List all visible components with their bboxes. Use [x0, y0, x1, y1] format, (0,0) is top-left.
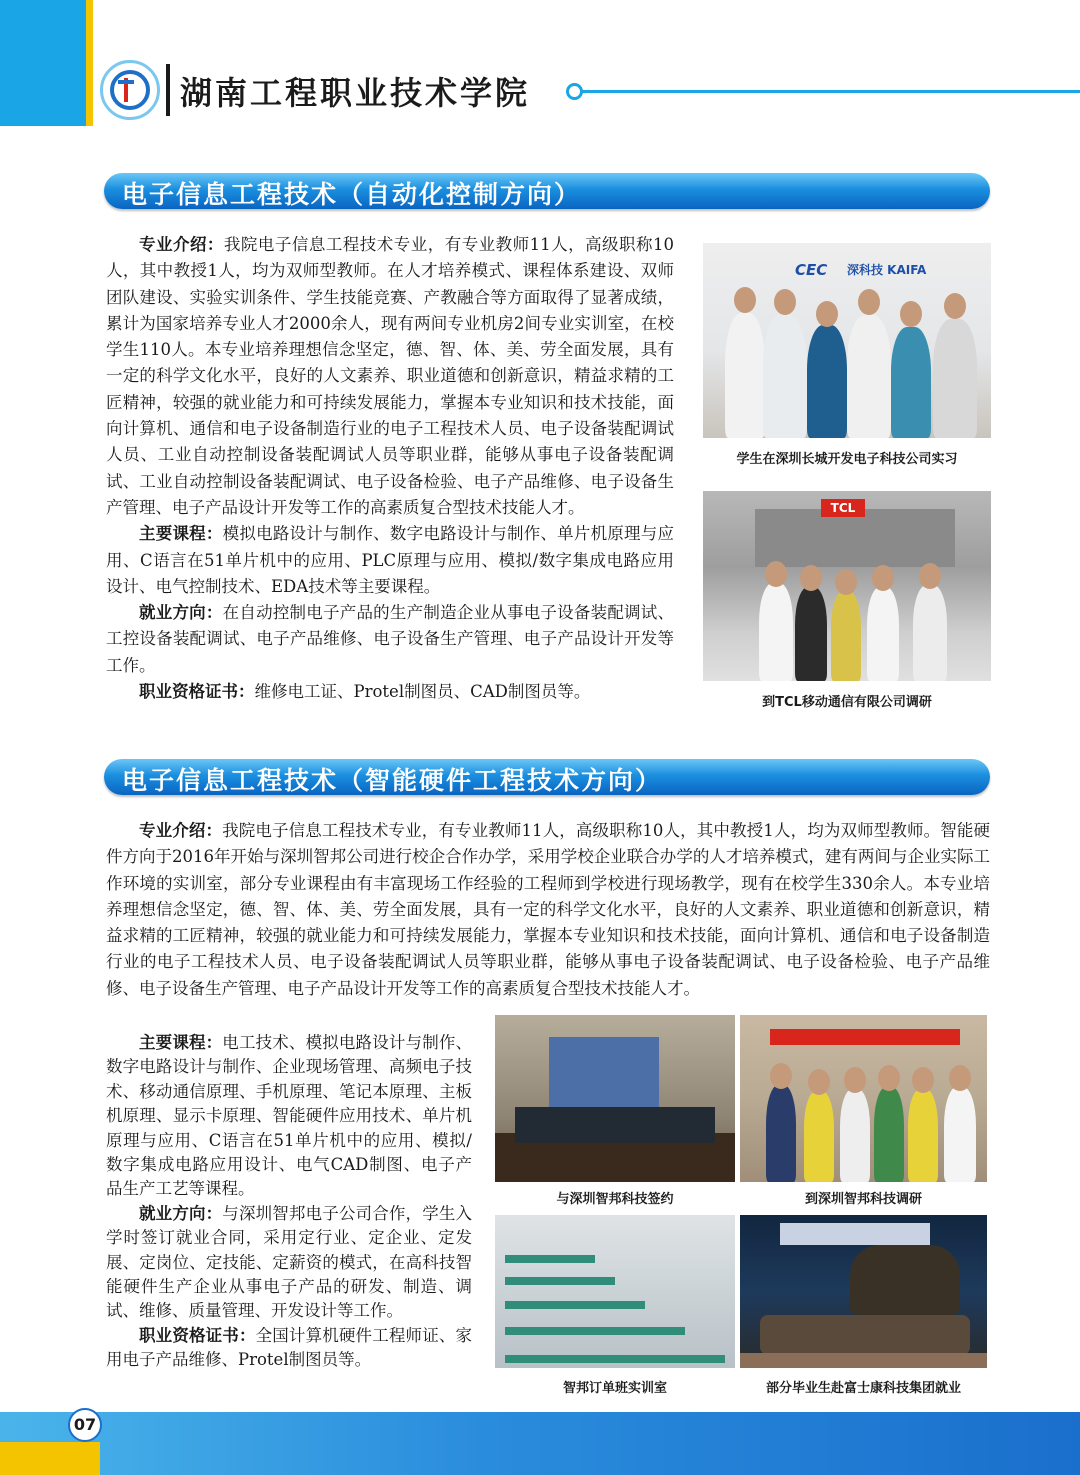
photo3-caption: 与深圳智邦科技签约 [556, 1192, 674, 1207]
section2-jobs [106, 1202, 472, 1324]
section2-courses [106, 1031, 472, 1202]
photo5-caption: 智邦订单班实训室 [562, 1381, 667, 1396]
corner-yellow-stripe [86, 0, 93, 126]
school-name: 湖南工程职业技术学院 [180, 74, 531, 112]
section2-jobs-label: 就业方向： [139, 1203, 223, 1223]
section1-cert-label: 职业资格证书： [139, 682, 255, 702]
photo-tcl-visit [703, 491, 991, 681]
section1-cert-text: 维修电工证、Protel制图员、CAD制图员等。 [254, 682, 591, 702]
photo-foxconn-graduates [740, 1215, 987, 1368]
section2-body [106, 1031, 472, 1373]
photo1-company-sign [795, 253, 935, 291]
footer-band [0, 1412, 1080, 1475]
section1-body [106, 232, 674, 705]
photo2-tcl-sign: TCL [821, 499, 865, 517]
photo6-lights [780, 1223, 930, 1245]
photo2-wall [755, 509, 955, 567]
section2-intro-label: 专业介绍： [139, 821, 223, 840]
section2-cert [106, 1324, 472, 1373]
section1-courses [106, 521, 674, 600]
photo-zhibang-visit [740, 1015, 987, 1182]
section1-title: 电子信息工程技术（自动化控制方向） [122, 180, 582, 209]
photo1-caption: 学生在深圳长城开发电子科技公司实习 [736, 452, 958, 467]
photo2-caption: 到TCL移动通信有限公司调研 [762, 695, 932, 710]
section2-title-bar [104, 759, 990, 795]
section1-title-bar [104, 173, 990, 209]
photo-kaifa-internship [703, 243, 991, 438]
section2-courses-label: 主要课程： [139, 1033, 223, 1052]
photo3-screen [549, 1037, 659, 1107]
section2-jobs-text: 与深圳智邦电子公司合作，学生入学时签订就业合同，采用定行业、定企业、定发展、定岗位、定技能、定薪资的模式，在高科技智能硬件生产企业从事电子产品的研发、制造、调试、维修、质量管理、开发设计等工作。 [106, 1203, 473, 1321]
footer-yellow-block [0, 1442, 100, 1475]
section1-jobs-text: 在自动控制电子产品的生产制造企业从事电子设备装配调试、工控设备装配调试、电子产品维修、电子设备生产管理、电子产品设计开发等工作。 [106, 603, 675, 675]
section2-courses-text: 电工技术、模拟电路设计与制作、数字电路设计与制作、企业现场管理、高频电子技术、移动通信原理、手机原理、笔记本原理、主板机原理、显示卡原理、智能硬件应用技术、单片机原理与应用、C语言在51单片机中的应用、模拟/数字集成电路应用设计、电气CAD制图、电子产品生产工艺等课程。 [106, 1033, 473, 1199]
section1-intro-label: 专业介绍： [139, 235, 224, 254]
header-divider [166, 64, 170, 116]
header-dot-icon [566, 83, 583, 100]
section2-cert-label: 职业资格证书： [139, 1325, 256, 1345]
photo1-sign-cec: CEC [795, 261, 828, 279]
section1-intro-text: 我院电子信息工程技术专业，有专业教师11人，高级职称10人，其中教授1人，均为双师型教师。在人才培养模式、课程体系建设、双师团队建设、实验实训条件、学生技能竞赛、产教融合等方面取得了显著成绩，累计为国家培养专业人才2000余人，现有两间专业机房2间专业实训室，在校学生110人。本专业培养理想信念坚定，德、智、体、美、劳全面发展，具有一定的科学文化水平，良好的人文素养、职业道德和创新意识，精益求精的工匠精神，较强的就业能力和可持续发展能力，掌握本专业知识和技术技能，面向计算机、通信和电子设备制造行业的电子工程技术人员、电子设备装配调试人员、工业自动控制设备装配调试人员等职业群，能够从事电子设备装配调试、工业自动控制设备装配调试、电子设备检验、电子产品维修、电子设备生产管理、电子产品设计开发等工作的高素质复合型技术技能人才。 [106, 235, 674, 517]
section1-intro [106, 232, 674, 521]
photo6-caption: 部分毕业生赴富士康科技集团就业 [765, 1381, 961, 1396]
section2-title: 电子信息工程技术（智能硬件工程技术方向） [122, 766, 663, 795]
section2-cert-text: 全国计算机硬件工程师证、家用电子产品维修、Protel制图员等。 [106, 1325, 473, 1370]
photo1-sign-kaifa: 深科技 KAIFA [847, 263, 927, 277]
section2-intro-text: 我院电子信息工程技术专业，有专业教师11人，高级职称10人，其中教授1人，均为双师型教师。智能硬件方向于2016年开始与深圳智邦公司进行校企合作办学，采用学校企业联合办学的人才培养模式，建有两间与企业实际工作环境的实训室，部分专业课程由有丰富现场工作经验的工程师到学校进行现场教学，现有在校学生330余人。本专业培养理想信念坚定，德、智、体、美、劳全面发展，具有一定的科学文化水平，良好的人文素养、职业道德和创新意识，精益求精的工匠精神，较强的就业能力和可持续发展能力，掌握本专业知识和技术技能，面向计算机、通信和电子设备制造行业的电子工程技术人员、电子设备装配调试人员等职业群，能够从事电子设备装配调试、电子设备检验、电子产品维修、电子设备生产管理、电子产品设计开发等工作的高素质复合型技术技能人才。 [106, 821, 990, 998]
photo4-banner [770, 1029, 960, 1045]
section1-cert [106, 679, 674, 705]
section1-jobs-label: 就业方向： [139, 603, 223, 623]
school-logo-icon [100, 60, 160, 120]
section2-intro [106, 818, 990, 1002]
photo-zhibang-signing [495, 1015, 735, 1182]
section1-jobs [106, 600, 674, 679]
section1-courses-text: 模拟电路设计与制作、数字电路设计与制作、单片机原理与应用、C语言在51单片机中的应用、PLC原理与应用、模拟/数字集成电路应用设计、电气控制技术、EDA技术等主要课程。 [106, 524, 675, 596]
page-number: 07 [68, 1408, 102, 1442]
photo-training-room [495, 1215, 735, 1368]
section2-intro-block [106, 818, 990, 1002]
section1-courses-label: 主要课程： [139, 524, 223, 544]
header-line [582, 90, 1080, 93]
corner-blue-block [0, 0, 86, 126]
photo4-caption: 到深圳智邦科技调研 [804, 1192, 922, 1207]
